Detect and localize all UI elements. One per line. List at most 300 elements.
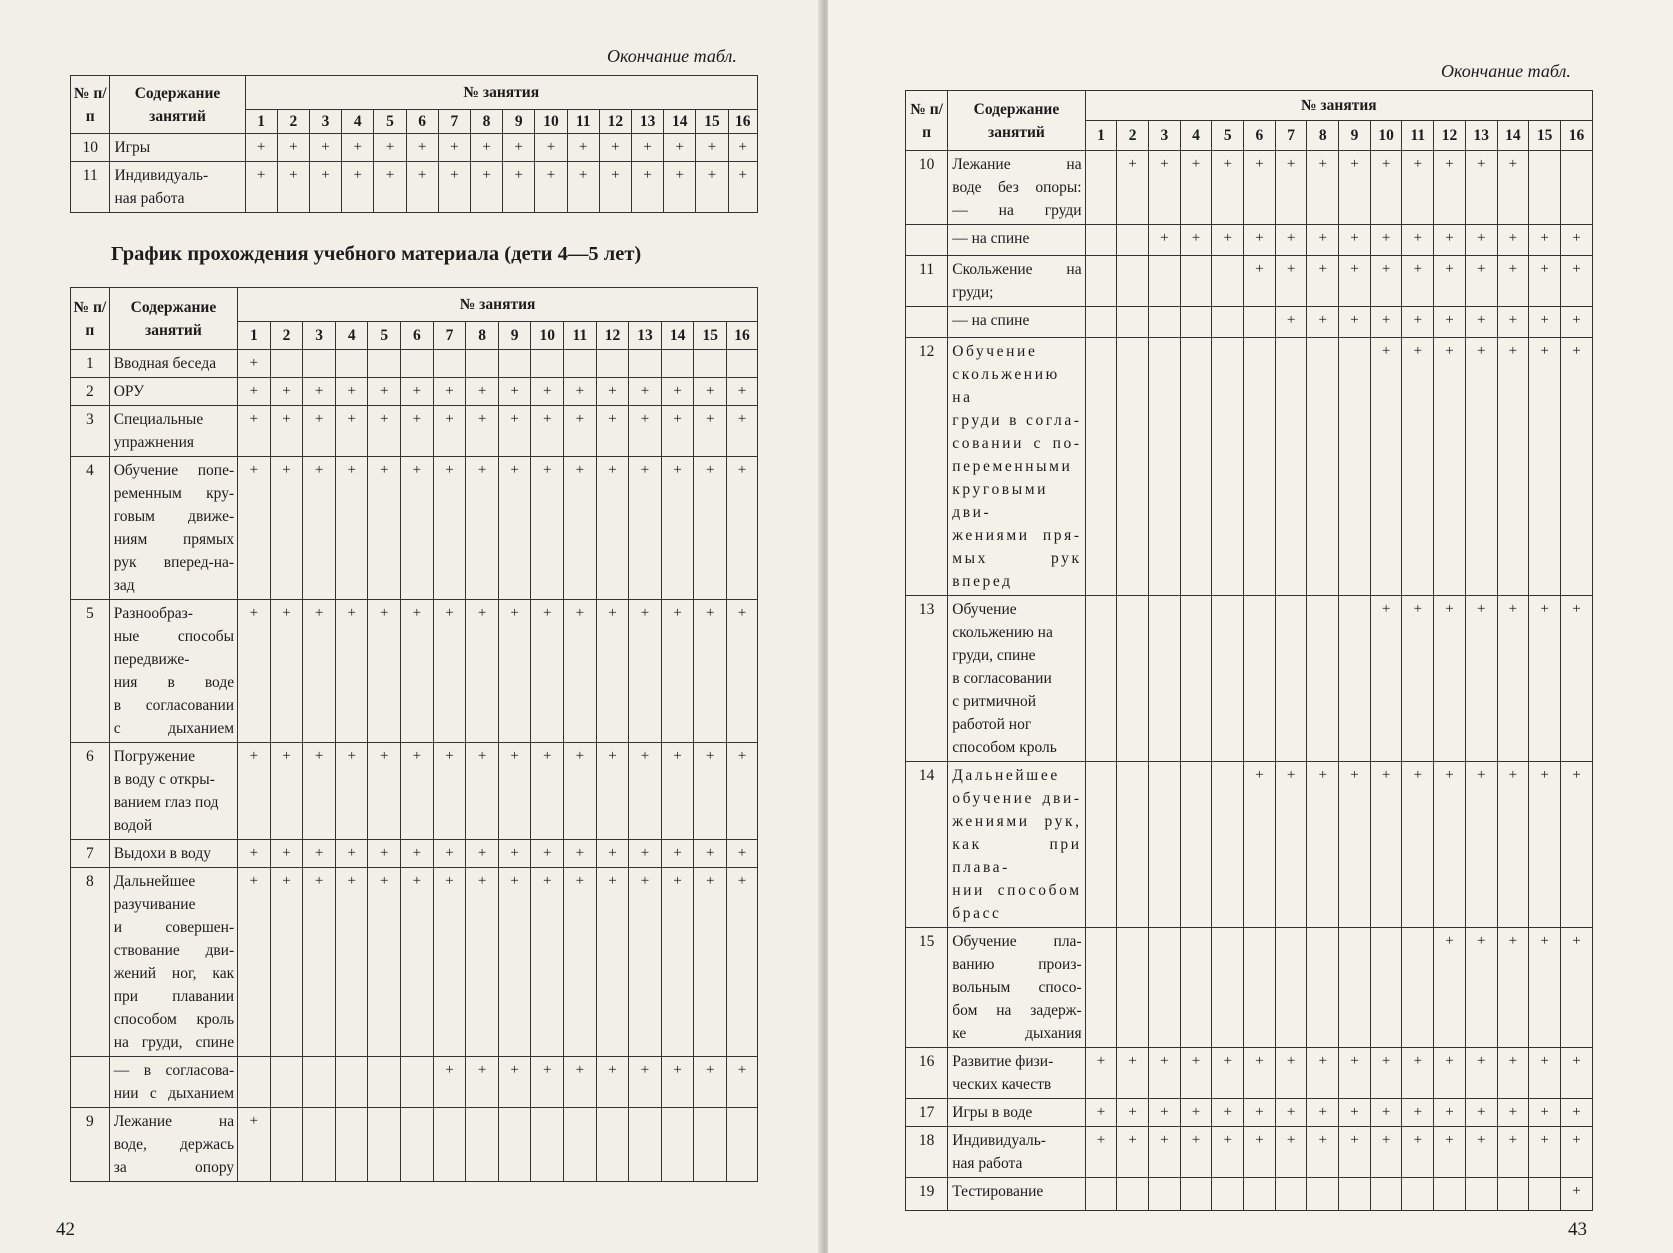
lesson-mark — [1117, 1178, 1149, 1211]
table-row — [71, 868, 758, 1057]
lesson-mark: + — [503, 134, 535, 162]
lesson-number: 13 — [629, 322, 662, 350]
lesson-mark: + — [629, 378, 662, 406]
lesson-mark: + — [335, 743, 368, 840]
lesson-mark: + — [303, 743, 336, 840]
table-row — [71, 378, 758, 406]
lesson-mark: + — [1085, 1048, 1117, 1099]
lesson-mark — [1117, 928, 1149, 1048]
lesson-mark: + — [629, 840, 662, 868]
lesson-mark — [270, 1108, 303, 1182]
lesson-mark: + — [1212, 225, 1244, 256]
table-row — [906, 1048, 1593, 1099]
lesson-mark: + — [303, 406, 336, 457]
lesson-mark: + — [1212, 1099, 1244, 1127]
lesson-mark: + — [270, 868, 303, 1057]
lesson-mark: + — [727, 406, 758, 457]
lesson-number: 7 — [438, 110, 470, 134]
lesson-mark — [1212, 762, 1244, 928]
lesson-mark: + — [1402, 762, 1434, 928]
lesson-mark: + — [1560, 1178, 1592, 1211]
lesson-number: 10 — [535, 110, 567, 134]
lesson-mark: + — [1339, 225, 1371, 256]
lesson-mark: + — [1212, 1127, 1244, 1178]
lesson-mark: + — [1465, 1048, 1497, 1099]
lesson-mark: + — [433, 840, 466, 868]
page-number: 42 — [56, 1219, 75, 1240]
lesson-mark — [661, 350, 694, 378]
lesson-mark: + — [661, 600, 694, 743]
lesson-mark — [368, 1108, 401, 1182]
lesson-mark: + — [531, 600, 564, 743]
lesson-mark: + — [599, 134, 631, 162]
lesson-mark — [1180, 928, 1212, 1048]
lesson-mark — [1117, 256, 1149, 307]
row-number: 14 — [906, 762, 948, 928]
lesson-number: 14 — [664, 110, 696, 134]
lesson-mark: + — [696, 134, 728, 162]
lesson-mark: + — [498, 406, 531, 457]
lesson-mark: + — [694, 868, 727, 1057]
lesson-mark — [1212, 596, 1244, 762]
lesson-number: 10 — [1370, 121, 1402, 151]
lesson-mark: + — [335, 457, 368, 600]
row-number: 10 — [71, 134, 110, 162]
lesson-mark: + — [1275, 1048, 1307, 1099]
lesson-mark: + — [401, 378, 434, 406]
lesson-mark: + — [438, 134, 470, 162]
lesson-mark: + — [374, 162, 406, 213]
lesson-mark: + — [531, 840, 564, 868]
lesson-mark — [1180, 1178, 1212, 1211]
lesson-mark: + — [727, 868, 758, 1057]
lesson-mark: + — [664, 162, 696, 213]
lesson-mark — [1560, 151, 1592, 225]
lesson-mark: + — [531, 1057, 564, 1108]
lesson-mark: + — [277, 162, 309, 213]
lesson-mark: + — [1370, 151, 1402, 225]
lesson-mark: + — [1465, 151, 1497, 225]
lesson-mark: + — [1402, 338, 1434, 596]
lesson-mark — [1212, 256, 1244, 307]
lesson-mark: + — [531, 378, 564, 406]
lesson-number: 4 — [335, 322, 368, 350]
lesson-mark: + — [303, 600, 336, 743]
lesson-mark: + — [433, 600, 466, 743]
table-continuation-label: Окончание табл. — [1441, 61, 1571, 81]
lesson-mark — [1085, 596, 1117, 762]
lesson-mark: + — [1275, 307, 1307, 338]
lesson-mark: + — [1212, 1048, 1244, 1099]
lesson-mark — [1148, 338, 1180, 596]
header-content: Содержание занятий — [109, 288, 237, 350]
lesson-mark — [1085, 307, 1117, 338]
lesson-mark: + — [727, 600, 758, 743]
lesson-number: 14 — [661, 322, 694, 350]
lesson-mark: + — [1244, 762, 1276, 928]
lesson-mark: + — [401, 457, 434, 600]
row-number — [906, 225, 948, 256]
lesson-mark: + — [1434, 1099, 1466, 1127]
lesson-mark: + — [1339, 762, 1371, 928]
lesson-number: 9 — [498, 322, 531, 350]
lesson-mark: + — [661, 840, 694, 868]
lesson-mark: + — [629, 457, 662, 600]
lesson-mark — [1085, 1178, 1117, 1211]
lesson-mark: + — [564, 1057, 597, 1108]
lesson-mark: + — [277, 134, 309, 162]
row-content: Обучение скольжению на груди в согла- совании с по- переменными круговыми дви- жениями пря- мых рук вперед — [948, 338, 1085, 596]
lesson-mark: + — [1529, 307, 1561, 338]
lesson-mark: + — [1117, 1099, 1149, 1127]
lesson-mark: + — [498, 457, 531, 600]
lesson-mark: + — [1402, 1048, 1434, 1099]
lesson-mark: + — [466, 600, 499, 743]
lesson-mark: + — [629, 868, 662, 1057]
lesson-mark — [1117, 307, 1149, 338]
lesson-mark: + — [728, 134, 757, 162]
lesson-mark: + — [1370, 307, 1402, 338]
lesson-mark — [1085, 256, 1117, 307]
lesson-mark: + — [1244, 1099, 1276, 1127]
lesson-mark — [1529, 1178, 1561, 1211]
row-number: 8 — [71, 868, 110, 1057]
lesson-mark — [1244, 338, 1276, 596]
lesson-mark — [1339, 928, 1371, 1048]
lesson-mark: + — [466, 743, 499, 840]
lesson-mark: + — [1180, 1099, 1212, 1127]
lesson-mark: + — [1148, 225, 1180, 256]
lesson-mark — [1370, 928, 1402, 1048]
lesson-mark: + — [567, 162, 599, 213]
lesson-mark: + — [270, 840, 303, 868]
lesson-mark: + — [238, 350, 271, 378]
row-number: 10 — [906, 151, 948, 225]
lesson-mark: + — [238, 406, 271, 457]
lesson-number: 16 — [727, 322, 758, 350]
table-row — [906, 928, 1593, 1048]
lesson-mark — [1497, 1178, 1529, 1211]
lesson-mark — [1180, 338, 1212, 596]
lesson-mark — [466, 350, 499, 378]
row-content: Специальные упражнения — [109, 406, 237, 457]
lesson-number: 14 — [1497, 121, 1529, 151]
row-number: 13 — [906, 596, 948, 762]
lesson-mark: + — [368, 743, 401, 840]
table-row — [71, 406, 758, 457]
lesson-mark: + — [1529, 1099, 1561, 1127]
lesson-mark — [694, 350, 727, 378]
lesson-mark: + — [661, 378, 694, 406]
row-content: Игры в воде — [948, 1099, 1085, 1127]
table-row — [71, 162, 758, 213]
lesson-mark — [433, 350, 466, 378]
lesson-mark: + — [535, 162, 567, 213]
lesson-number: 3 — [303, 322, 336, 350]
header-content: Содержание занятий — [948, 91, 1085, 151]
schedule-table-4-5 — [70, 287, 758, 1182]
lesson-mark: + — [1402, 151, 1434, 225]
lesson-mark: + — [470, 134, 502, 162]
row-number: 3 — [71, 406, 110, 457]
lesson-mark: + — [1434, 1048, 1466, 1099]
lesson-mark: + — [335, 406, 368, 457]
lesson-mark: + — [1560, 596, 1592, 762]
lesson-mark: + — [303, 378, 336, 406]
lesson-mark: + — [531, 868, 564, 1057]
lesson-mark — [1148, 762, 1180, 928]
schedule-title: График прохождения учебного материала (дети 4—5 лет) — [111, 243, 642, 265]
lesson-mark: + — [1497, 1127, 1529, 1178]
lesson-mark — [1148, 307, 1180, 338]
lesson-mark: + — [374, 134, 406, 162]
lesson-number: 4 — [1180, 121, 1212, 151]
lesson-mark — [303, 1057, 336, 1108]
lesson-mark: + — [1148, 1127, 1180, 1178]
lesson-mark — [1339, 338, 1371, 596]
lesson-number: 1 — [238, 322, 271, 350]
lesson-mark: + — [1275, 1127, 1307, 1178]
lesson-mark — [1212, 307, 1244, 338]
lesson-number: 5 — [374, 110, 406, 134]
lesson-mark: + — [433, 743, 466, 840]
lesson-mark: + — [1465, 307, 1497, 338]
lesson-mark — [1148, 928, 1180, 1048]
lesson-mark — [1212, 1178, 1244, 1211]
lesson-mark: + — [238, 1108, 271, 1182]
lesson-mark: + — [342, 162, 374, 213]
lesson-mark: + — [564, 840, 597, 868]
lesson-mark — [1244, 1178, 1276, 1211]
lesson-mark — [303, 1108, 336, 1182]
lesson-mark: + — [238, 840, 271, 868]
lesson-mark: + — [368, 378, 401, 406]
lesson-mark: + — [1244, 225, 1276, 256]
lesson-number: 11 — [564, 322, 597, 350]
lesson-mark: + — [498, 600, 531, 743]
lesson-mark: + — [238, 378, 271, 406]
row-content: ОРУ — [109, 378, 237, 406]
lesson-mark: + — [1560, 338, 1592, 596]
lesson-mark: + — [661, 743, 694, 840]
lesson-mark: + — [401, 406, 434, 457]
lesson-mark: + — [629, 743, 662, 840]
lesson-mark: + — [1339, 1127, 1371, 1178]
table-row — [906, 256, 1593, 307]
lesson-mark: + — [466, 840, 499, 868]
lesson-mark: + — [727, 840, 758, 868]
lesson-mark: + — [694, 378, 727, 406]
lesson-mark — [270, 350, 303, 378]
lesson-mark: + — [596, 378, 629, 406]
lesson-mark — [433, 1108, 466, 1182]
lesson-mark — [1148, 1178, 1180, 1211]
lesson-mark — [1402, 1178, 1434, 1211]
lesson-mark: + — [433, 868, 466, 1057]
lesson-mark — [1244, 307, 1276, 338]
lesson-number: 5 — [368, 322, 401, 350]
lesson-mark: + — [661, 406, 694, 457]
lesson-mark: + — [1339, 1099, 1371, 1127]
lesson-mark: + — [1434, 338, 1466, 596]
lesson-mark: + — [596, 457, 629, 600]
lesson-mark: + — [1497, 1099, 1529, 1127]
lesson-number: 1 — [245, 110, 277, 134]
lesson-mark — [1275, 338, 1307, 596]
lesson-number: 15 — [696, 110, 728, 134]
header-lessons: № занятия — [238, 288, 758, 322]
lesson-mark: + — [1529, 1127, 1561, 1178]
lesson-mark: + — [1370, 762, 1402, 928]
lesson-mark: + — [1402, 1099, 1434, 1127]
lesson-mark — [1117, 596, 1149, 762]
lesson-mark: + — [368, 406, 401, 457]
lesson-mark: + — [1560, 225, 1592, 256]
lesson-mark — [596, 350, 629, 378]
lesson-mark: + — [466, 378, 499, 406]
lesson-mark: + — [1307, 256, 1339, 307]
row-number: 12 — [906, 338, 948, 596]
lesson-mark: + — [303, 840, 336, 868]
row-content: Индивидуаль- ная работа — [948, 1127, 1085, 1178]
lesson-mark: + — [1307, 1099, 1339, 1127]
row-number: 7 — [71, 840, 110, 868]
table-row — [71, 1057, 758, 1108]
lesson-mark: + — [498, 868, 531, 1057]
lesson-mark — [1117, 762, 1149, 928]
lesson-mark: + — [1434, 596, 1466, 762]
schedule-table-5-6-end — [905, 90, 1593, 1211]
lesson-mark — [531, 1108, 564, 1182]
lesson-mark — [727, 350, 758, 378]
lesson-mark — [1117, 225, 1149, 256]
lesson-mark: + — [1497, 256, 1529, 307]
header-num: № п/п — [71, 76, 110, 134]
lesson-mark: + — [238, 743, 271, 840]
lesson-mark: + — [1560, 256, 1592, 307]
lesson-mark — [727, 1108, 758, 1182]
lesson-mark: + — [664, 134, 696, 162]
header-content: Содержание занятий — [110, 76, 245, 134]
lesson-mark: + — [466, 1057, 499, 1108]
lesson-mark: + — [1434, 225, 1466, 256]
row-number: 6 — [71, 743, 110, 840]
lesson-mark: + — [1465, 1099, 1497, 1127]
lesson-mark: + — [1434, 1127, 1466, 1178]
lesson-mark: + — [1370, 1127, 1402, 1178]
lesson-mark: + — [1402, 596, 1434, 762]
lesson-mark — [1180, 762, 1212, 928]
lesson-mark: + — [567, 134, 599, 162]
lesson-mark: + — [470, 162, 502, 213]
lesson-mark: + — [1529, 762, 1561, 928]
lesson-mark: + — [1402, 307, 1434, 338]
lesson-mark: + — [564, 378, 597, 406]
lesson-number: 3 — [1148, 121, 1180, 151]
lesson-mark — [1529, 151, 1561, 225]
lesson-number: 9 — [1339, 121, 1371, 151]
lesson-mark: + — [498, 1057, 531, 1108]
lesson-mark: + — [1370, 225, 1402, 256]
lesson-number: 9 — [503, 110, 535, 134]
row-content: — на спине — [948, 225, 1085, 256]
lesson-mark: + — [1307, 307, 1339, 338]
lesson-mark: + — [1465, 1127, 1497, 1178]
lesson-mark: + — [1497, 307, 1529, 338]
lesson-mark: + — [401, 868, 434, 1057]
table-row — [906, 338, 1593, 596]
lesson-mark: + — [629, 1057, 662, 1108]
lesson-mark: + — [629, 600, 662, 743]
lesson-mark — [1339, 1178, 1371, 1211]
lesson-mark: + — [1402, 256, 1434, 307]
table-row — [71, 1108, 758, 1182]
lesson-mark — [1148, 256, 1180, 307]
row-content: Разнообраз- ные способы передвиже- ния в воде в согласовании с дыханием — [109, 600, 237, 743]
lesson-mark — [335, 1108, 368, 1182]
row-content: Выдохи в воду — [109, 840, 237, 868]
lesson-mark: + — [1180, 151, 1212, 225]
lesson-mark: + — [466, 868, 499, 1057]
lesson-number: 8 — [466, 322, 499, 350]
lesson-mark: + — [1497, 225, 1529, 256]
lesson-mark: + — [335, 600, 368, 743]
lesson-mark — [564, 350, 597, 378]
lesson-mark — [1180, 596, 1212, 762]
lesson-mark: + — [1117, 151, 1149, 225]
lesson-mark — [1085, 151, 1117, 225]
lesson-mark — [629, 350, 662, 378]
row-number: 19 — [906, 1178, 948, 1211]
lesson-mark: + — [1465, 928, 1497, 1048]
lesson-mark: + — [503, 162, 535, 213]
row-content: Обучение попе- ременным кру- говым движе- ниям прямых рук вперед-на- зад — [109, 457, 237, 600]
lesson-mark: + — [1085, 1099, 1117, 1127]
row-number: 16 — [906, 1048, 948, 1099]
lesson-number: 2 — [277, 110, 309, 134]
lesson-mark: + — [245, 162, 277, 213]
lesson-mark: + — [335, 378, 368, 406]
lesson-mark — [401, 1057, 434, 1108]
lesson-mark: + — [1402, 1127, 1434, 1178]
left-page — [0, 0, 822, 1253]
lesson-mark: + — [1275, 151, 1307, 225]
lesson-mark: + — [727, 457, 758, 600]
lesson-mark: + — [596, 743, 629, 840]
lesson-number: 12 — [599, 110, 631, 134]
lesson-number: 3 — [309, 110, 341, 134]
lesson-mark — [1180, 256, 1212, 307]
row-content: Дальнейшее разучивание и совершен- ствование дви- жений ног, как при плавании способом кроль на груди, спине — [109, 868, 237, 1057]
row-content: Дальнейшее обучение дви- жениями рук, как при плава- нии способом брасс — [948, 762, 1085, 928]
row-number — [906, 307, 948, 338]
lesson-number: 5 — [1212, 121, 1244, 151]
lesson-mark: + — [309, 162, 341, 213]
lesson-mark — [1180, 307, 1212, 338]
lesson-mark: + — [1307, 1127, 1339, 1178]
table-row — [906, 1127, 1593, 1178]
lesson-mark — [335, 350, 368, 378]
lesson-mark: + — [596, 868, 629, 1057]
lesson-mark: + — [1497, 928, 1529, 1048]
lesson-mark: + — [596, 1057, 629, 1108]
schedule-table-end — [70, 75, 758, 213]
lesson-mark: + — [335, 868, 368, 1057]
lesson-mark: + — [1497, 338, 1529, 596]
lesson-mark: + — [270, 406, 303, 457]
lesson-mark: + — [368, 457, 401, 600]
lesson-mark — [1085, 225, 1117, 256]
